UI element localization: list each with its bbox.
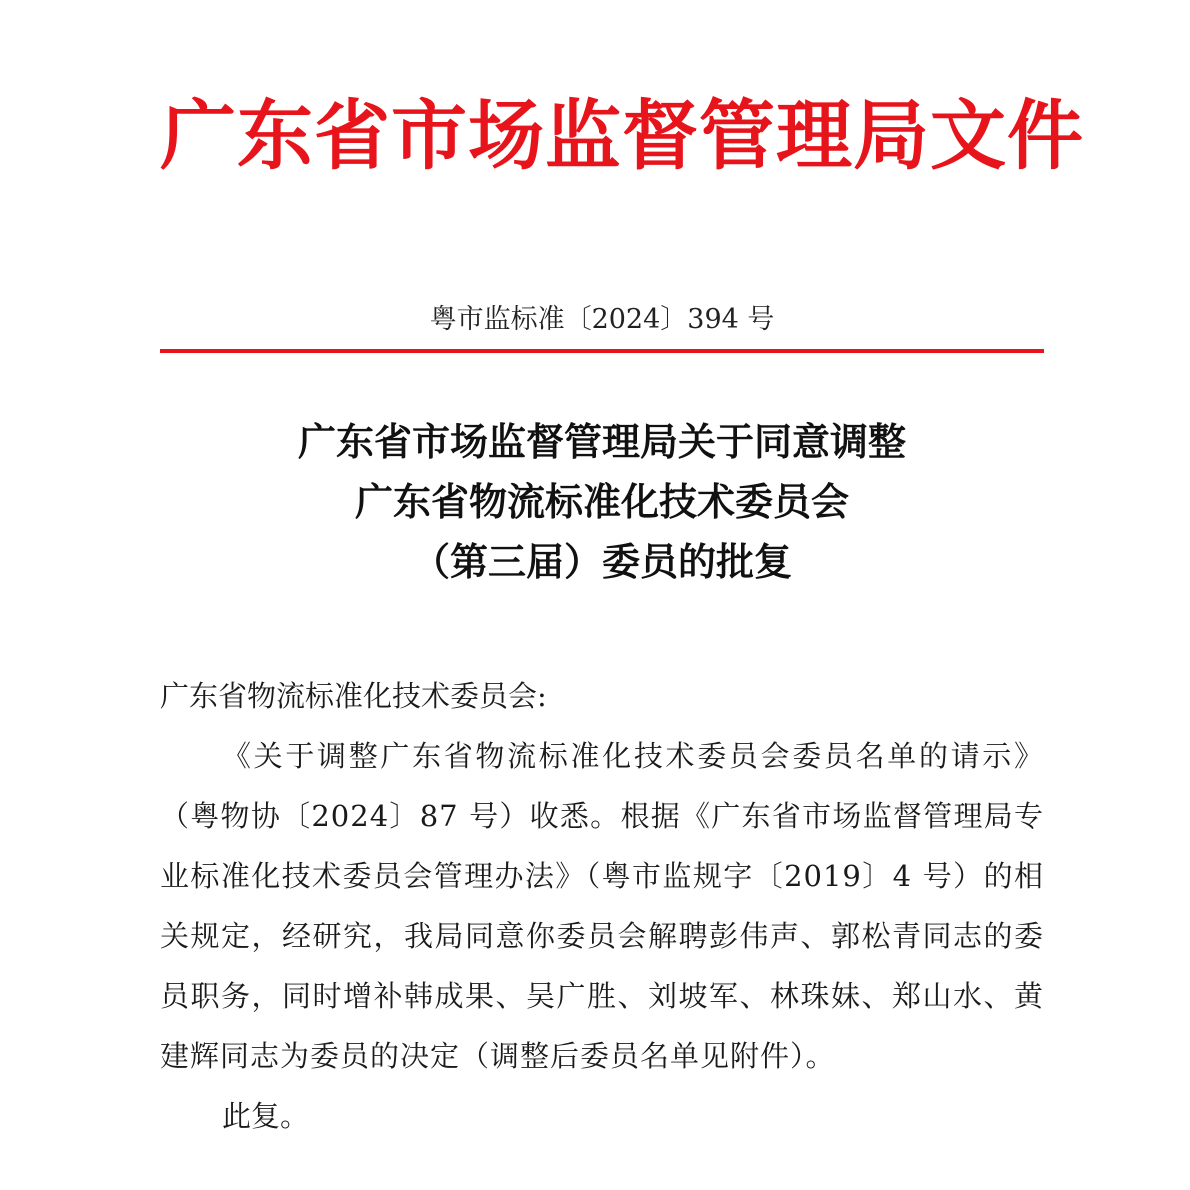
subject-line-2: 广东省物流标准化技术委员会 <box>354 479 849 524</box>
subject-line-1: 广东省市场监督管理局关于同意调整 <box>297 419 906 464</box>
body-paragraph: 《关于调整广东省物流标准化技术委员会委员名单的请示》（粤物协〔2024〕87 号）收悉。根据《广东省市场监督管理局专业标准化技术委员会管理办法》（粤市监规字〔2019〕4 号）的相关规定，经研究，我局同意你委员会解聘彭伟声、郭松青同志的委员职务，同时增补韩成果、吴广胜、刘坡军、林珠妹、郑山水、黄建辉同志为委员的决定（调整后委员名单见附件）。 <box>160 739 1044 1073</box>
salutation: 广东省物流标准化技术委员会: <box>160 679 547 713</box>
document-header-title: 广东省市场监督管理局文件 <box>160 91 1084 180</box>
document-subject <box>160 412 1044 592</box>
closing-remark: 此复。 <box>222 1099 310 1133</box>
red-divider-line <box>160 349 1044 353</box>
document-number: 粤市监标准〔2024〕394 号 <box>429 304 775 335</box>
subject-line-3: （第三届）委员的批复 <box>411 539 792 584</box>
document-body <box>160 666 1044 1146</box>
